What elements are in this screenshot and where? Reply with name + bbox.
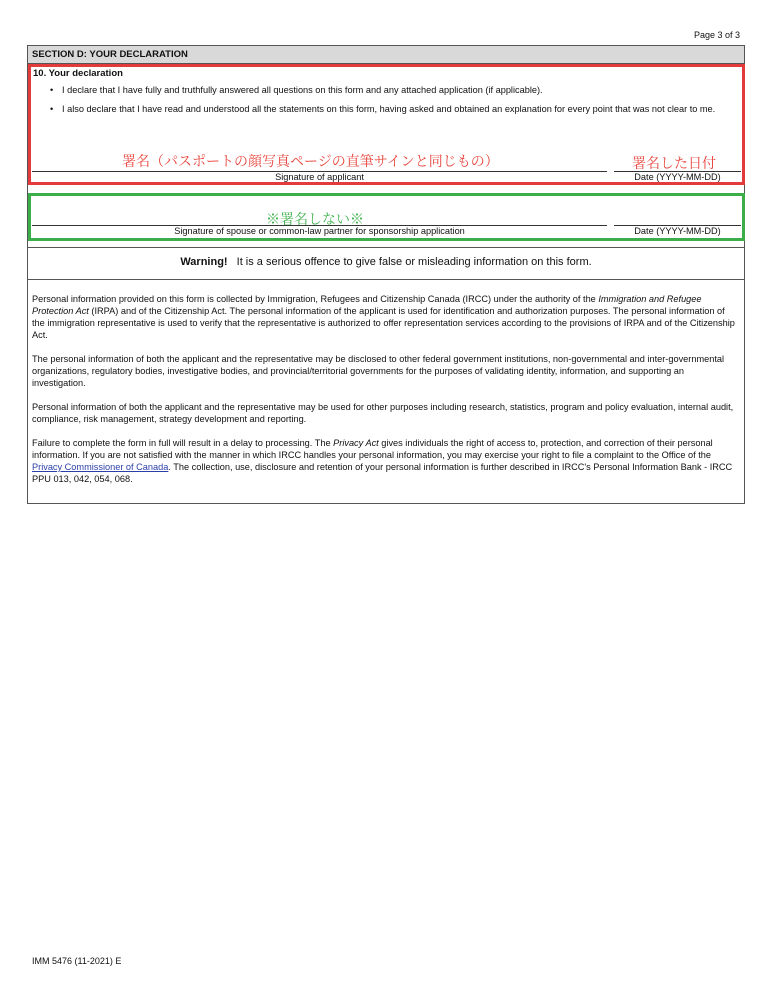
bullet-text: I declare that I have fully and truthfully answered all questions on this form and any attached application (if applicable).	[62, 85, 543, 95]
spouse-date-label: Date (YYYY-MM-DD)	[634, 226, 721, 236]
spouse-signature-highlight	[28, 193, 745, 241]
annotation-sign-applicant: 署名（パスポートの顔写真ページの直筆サインと同じもの）	[122, 153, 499, 169]
form-code: IMM 5476 (11-2021) E	[32, 956, 122, 966]
page-number: Page 3 of 3	[693, 30, 740, 40]
applicant-signature-highlight	[28, 64, 745, 185]
privacy-paragraph-1: Personal information provided on this form is collected by Immigration, Refugees and Citizenship Canada (IRCC) under the authority of the Immigration and Refugee Protection Act (IRPA) and of the Citizenship Act. The personal information of the applicant is used for identification and authorization purposes. The personal information of the immigration representative is used to verify that the representative is authorized to offer representation services according to the provisions of IRPA and of the Citizenship Act.	[32, 294, 735, 340]
privacy-paragraph-3: Personal information of both the applicant and the representative may be used for other purposes including research, statistics, program and policy evaluation, internal audit, compliance, risk management, strategy development and reporting.	[32, 402, 734, 424]
privacy-commissioner-link[interactable]: Privacy Commissioner of Canada	[32, 462, 169, 472]
section-header: SECTION D: YOUR DECLARATION	[28, 46, 744, 64]
privacy-paragraph-2: The personal information of both the applicant and the representative may be disclosed to other federal government institutions, non-governmental and inter-governmental organizations, regulatory bodies, investigative bodies, and provincial/territorial governments for the purposes of validating identity, information, and supporting an investigation.	[32, 354, 725, 388]
bullet-dot: •	[50, 85, 54, 95]
warning-text: It is a serious offence to give false or misleading information on this form.	[236, 256, 592, 268]
spouse-signature-label: Signature of spouse or common-law partner for sponsorship application	[174, 226, 465, 236]
warning-label: Warning!	[180, 256, 228, 268]
declaration-title: 10. Your declaration	[33, 68, 123, 79]
annotation-no-sign: ※署名しない※	[266, 211, 364, 227]
annotation-sign-date: 署名した日付	[632, 155, 716, 171]
bullet-text: I also declare that I have read and understood all the statements on this form, having asked and obtained an explanation for every point that was not clear to me.	[62, 104, 716, 114]
privacy-notice	[32, 293, 740, 497]
bullet-dot: •	[50, 104, 54, 114]
applicant-signature-label: Signature of applicant	[275, 172, 364, 182]
privacy-paragraph-4: Failure to complete the form in full will result in a delay to processing. The Privacy Act gives individuals the right of access to, protection, and correction of their personal information. If you are not satisfied with the manner in which IRCC handles your personal information, you may exercise your right to file a complaint to the Office of the Privacy Commissioner of Canada. The collection, use, disclosure and retention of your personal information is further described in IRCC's Personal Information Bank - IRCC PPU 013, 042, 054, 068.	[32, 438, 733, 484]
warning-row	[28, 247, 744, 280]
applicant-date-label: Date (YYYY-MM-DD)	[634, 172, 721, 182]
